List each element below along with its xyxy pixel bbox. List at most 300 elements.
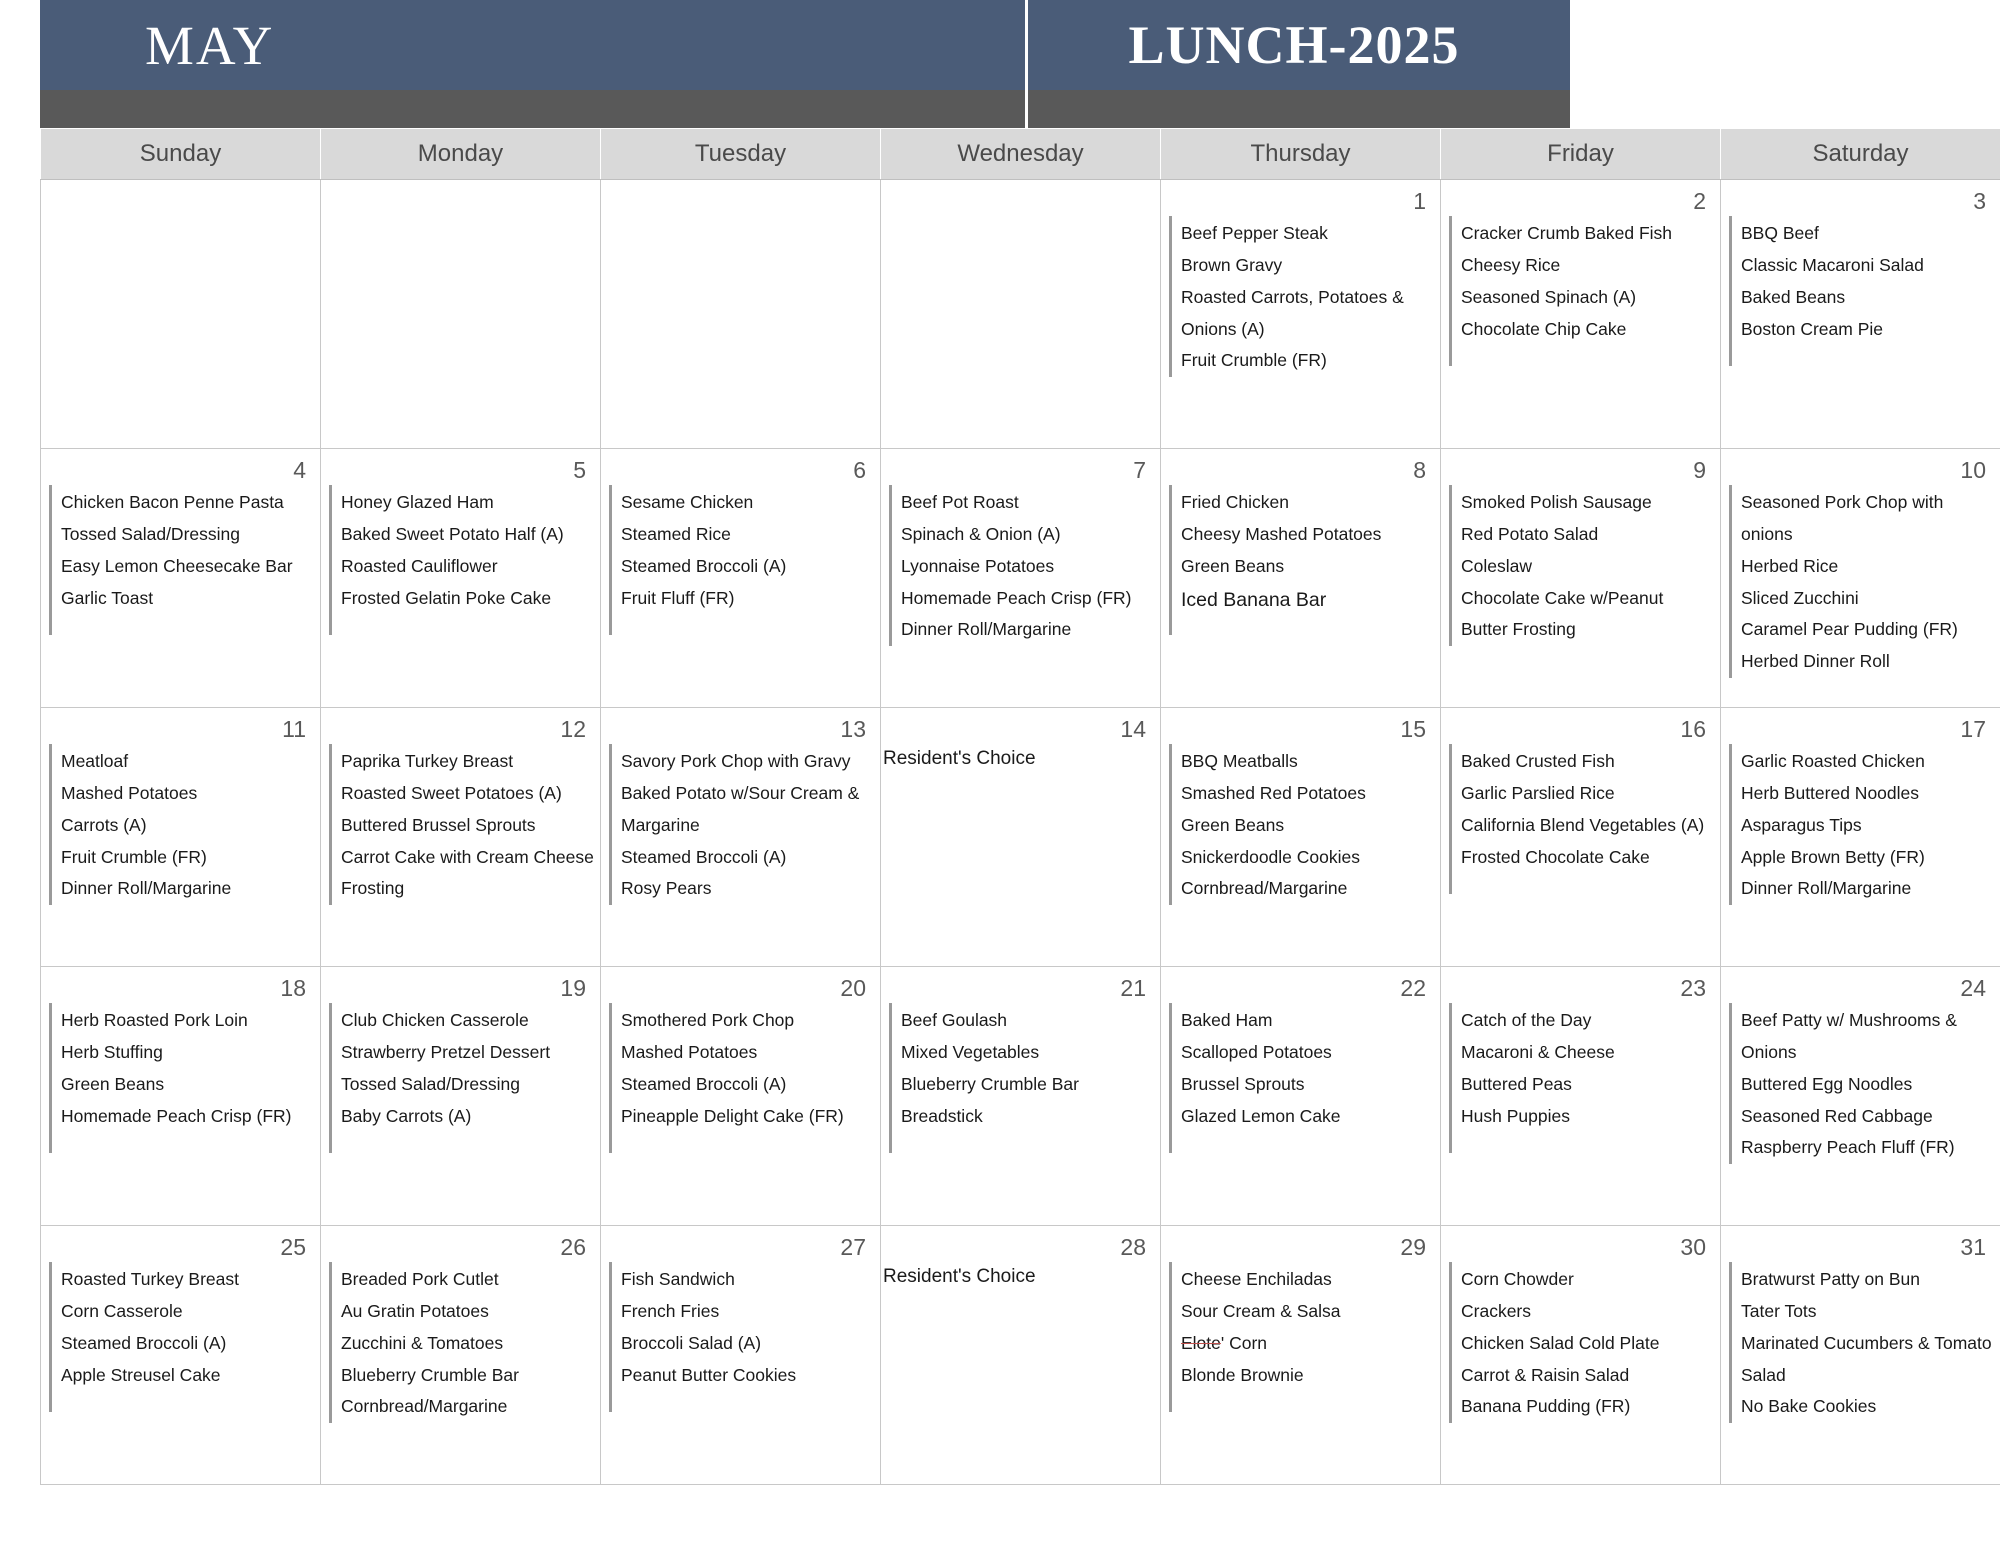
menu-item: Garlic Roasted Chicken <box>1741 751 1925 771</box>
menu-accent-bar <box>1449 744 1452 894</box>
menu-accent-bar <box>609 744 612 905</box>
menu-accent-bar <box>1169 216 1172 377</box>
menu-accent-bar <box>1729 1003 1732 1164</box>
day-number: 31 <box>1960 1234 1986 1260</box>
menu-item-list <box>1461 1003 1714 1153</box>
menu-item: Buttered Peas <box>1461 1073 1572 1094</box>
header-month-area <box>40 0 1028 90</box>
menu-item: Herbed Dinner Roll <box>1741 651 1890 672</box>
menu-item: Fried Chicken <box>1181 492 1289 512</box>
day-number: 13 <box>840 716 866 742</box>
page-title-month: MAY <box>145 14 275 76</box>
menu-item: Sour Cream & Salsa <box>1181 1300 1341 1321</box>
calendar-day-cell <box>41 708 321 967</box>
menu-item: Frosted Gelatin Poke Cake <box>341 587 552 608</box>
menu-item: Carrots (A) <box>61 814 147 835</box>
menu-item: Strawberry Pretzel Dessert <box>341 1041 551 1062</box>
menu-item-list <box>1741 216 1994 366</box>
menu-item: BBQ Meatballs <box>1181 751 1298 771</box>
day-number: 24 <box>1960 975 1986 1001</box>
menu-accent-bar <box>329 1262 332 1423</box>
menu-accent-bar <box>329 1003 332 1153</box>
menu-item-list <box>1461 1262 1714 1423</box>
menu-accent-bar <box>1729 485 1732 678</box>
calendar-day-cell <box>321 708 601 967</box>
menu-item: Smashed Red Potatoes <box>1181 782 1366 803</box>
menu-item: Catch of the Day <box>1461 1010 1592 1030</box>
calendar-day-cell <box>41 1226 321 1485</box>
menu-item: Beef Patty w/ Mushrooms & Onions <box>1741 1010 1957 1062</box>
menu-item: Tossed Salad/Dressing <box>61 523 240 544</box>
menu-item-list <box>61 1262 314 1412</box>
day-number: 6 <box>853 457 866 483</box>
menu-item: Beef Goulash <box>901 1010 1008 1030</box>
menu-item-list <box>341 744 594 905</box>
menu-accent-bar <box>609 485 612 635</box>
menu-item-list <box>1741 1003 1994 1164</box>
menu-item-list <box>341 1003 594 1153</box>
menu-item: Club Chicken Casserole <box>341 1010 529 1030</box>
day-menu-body <box>1721 744 2000 905</box>
menu-item: Macaroni & Cheese <box>1461 1041 1615 1062</box>
menu-item: Elote' Corn <box>1181 1332 1268 1353</box>
menu-item: Green Beans <box>1181 555 1285 576</box>
menu-item: Sesame Chicken <box>621 492 754 512</box>
day-number: 30 <box>1680 1234 1706 1260</box>
menu-item: Blonde Brownie <box>1181 1364 1304 1385</box>
menu-item: Carrot Cake with Cream Cheese Frosting <box>341 846 594 899</box>
day-number: 16 <box>1680 716 1706 742</box>
menu-item: Herbed Rice <box>1741 555 1839 576</box>
menu-item-list <box>901 1003 1154 1153</box>
menu-item: Fruit Fluff (FR) <box>621 587 735 608</box>
menu-item: Pineapple Delight Cake (FR) <box>621 1105 844 1126</box>
day-number: 5 <box>573 457 586 483</box>
menu-item: Herb Buttered Noodles <box>1741 782 1920 803</box>
calendar-day-cell <box>881 1226 1161 1485</box>
calendar-day-cell <box>1161 708 1441 967</box>
day-menu-body <box>1441 216 1720 366</box>
menu-item-list <box>621 744 874 905</box>
menu-accent-bar <box>1169 1262 1172 1412</box>
day-menu-body <box>601 485 880 635</box>
calendar-day-cell <box>1161 1226 1441 1485</box>
menu-item: Fruit Crumble (FR) <box>1181 350 1327 371</box>
menu-item: Apple Streusel Cake <box>61 1364 221 1385</box>
day-note: Resident's Choice <box>883 1266 1036 1287</box>
menu-item: BBQ Beef <box>1741 223 1819 243</box>
day-number <box>881 180 1160 216</box>
menu-item-list <box>61 1003 314 1153</box>
calendar-day-cell <box>1441 1226 1721 1485</box>
day-number: 22 <box>1400 975 1426 1001</box>
menu-item: Dinner Roll/Margarine <box>61 878 232 899</box>
day-number: 4 <box>293 457 306 483</box>
menu-item: Mashed Potatoes <box>621 1041 758 1062</box>
day-menu-body <box>41 744 320 905</box>
weekday-header-sunday: Sunday <box>41 129 321 180</box>
menu-item: Baked Crusted Fish <box>1461 751 1615 771</box>
menu-item: Red Potato Salad <box>1461 523 1599 544</box>
menu-item: Boston Cream Pie <box>1741 318 1884 339</box>
menu-item: Raspberry Peach Fluff (FR) <box>1741 1137 1955 1158</box>
menu-item: Marinated Cucumbers & Tomato Salad <box>1741 1332 1992 1385</box>
menu-item: Honey Glazed Ham <box>341 492 494 512</box>
menu-accent-bar <box>49 744 52 905</box>
menu-item: Brussel Sprouts <box>1181 1073 1305 1094</box>
menu-accent-bar <box>889 485 892 646</box>
day-menu-body <box>601 1003 880 1153</box>
menu-accent-bar <box>1729 216 1732 366</box>
day-menu-body <box>1441 485 1720 646</box>
menu-item-list <box>1181 1003 1434 1153</box>
menu-item: Coleslaw <box>1461 555 1532 576</box>
menu-item: Beef Pot Roast <box>901 492 1019 512</box>
day-menu-body <box>881 1003 1160 1153</box>
menu-item: Frosted Chocolate Cake <box>1461 846 1650 867</box>
menu-item: Hush Puppies <box>1461 1105 1570 1126</box>
menu-item: Breaded Pork Cutlet <box>341 1269 499 1289</box>
menu-item: Steamed Broccoli (A) <box>621 846 787 867</box>
day-number: 9 <box>1693 457 1706 483</box>
calendar-empty-cell <box>321 180 601 449</box>
menu-item: Classic Macaroni Salad <box>1741 254 1924 275</box>
day-menu-body <box>1721 1003 2000 1164</box>
day-number <box>41 180 320 216</box>
menu-accent-bar <box>1169 1003 1172 1153</box>
menu-item: Crackers <box>1461 1300 1532 1321</box>
day-menu-body <box>1721 216 2000 366</box>
calendar-day-cell <box>321 1226 601 1485</box>
day-number: 20 <box>840 975 866 1001</box>
menu-calendar-table <box>40 128 2000 1485</box>
menu-item: Baked Sweet Potato Half (A) <box>341 523 564 544</box>
menu-accent-bar <box>329 485 332 635</box>
calendar-day-cell <box>881 967 1161 1226</box>
menu-item: Steamed Broccoli (A) <box>61 1332 227 1353</box>
menu-item: Chicken Salad Cold Plate <box>1461 1332 1660 1353</box>
menu-item: Chicken Bacon Penne Pasta <box>61 492 284 512</box>
day-menu-body <box>321 1262 600 1423</box>
day-menu-body <box>321 485 600 635</box>
day-menu-body <box>881 485 1160 646</box>
menu-item-list <box>621 485 874 635</box>
menu-accent-bar <box>889 1003 892 1153</box>
header-meal-area <box>1028 0 1570 90</box>
calendar-day-cell <box>1721 1226 2000 1485</box>
menu-item-list <box>1741 744 1994 905</box>
menu-item: Green Beans <box>1181 814 1285 835</box>
menu-item: Mixed Vegetables <box>901 1041 1040 1062</box>
menu-accent-bar <box>1169 485 1172 635</box>
menu-item-list <box>1741 1262 1994 1423</box>
menu-item: Zucchini & Tomatoes <box>341 1332 504 1353</box>
menu-item: Banana Pudding (FR) <box>1461 1396 1631 1417</box>
menu-item: Garlic Parslied Rice <box>1461 782 1615 803</box>
accent-band-left <box>40 90 1028 128</box>
menu-item: Dinner Roll/Margarine <box>901 619 1072 640</box>
weekday-header-saturday: Saturday <box>1721 129 2000 180</box>
calendar-week-row <box>41 967 2000 1226</box>
menu-accent-bar <box>49 485 52 635</box>
menu-item-list <box>341 1262 594 1423</box>
menu-item: Chocolate Chip Cake <box>1461 318 1627 339</box>
menu-item: Bratwurst Patty on Bun <box>1741 1269 1920 1289</box>
menu-item: Paprika Turkey Breast <box>341 751 514 771</box>
menu-item: Snickerdoodle Cookies <box>1181 846 1360 867</box>
day-number: 7 <box>1133 457 1146 483</box>
menu-item: Au Gratin Potatoes <box>341 1300 489 1321</box>
menu-item: Baked Potato w/Sour Cream & Margarine <box>621 782 860 835</box>
calendar-day-cell <box>1721 449 2000 708</box>
menu-item-list <box>1461 216 1714 366</box>
calendar-week-row <box>41 180 2000 449</box>
day-number <box>601 180 880 216</box>
menu-item-list <box>341 485 594 635</box>
menu-item: Roasted Carrots, Potatoes & Onions (A) <box>1181 286 1404 339</box>
calendar-day-cell <box>881 708 1161 967</box>
menu-item: Meatloaf <box>61 751 129 771</box>
calendar-day-cell <box>1441 708 1721 967</box>
menu-item: Buttered Brussel Sprouts <box>341 814 536 835</box>
menu-item: Corn Casserole <box>61 1300 183 1321</box>
menu-item: Caramel Pear Pudding (FR) <box>1741 619 1958 640</box>
day-number: 25 <box>280 1234 306 1260</box>
menu-item: Corn Chowder <box>1461 1269 1574 1289</box>
menu-item: Herb Roasted Pork Loin <box>61 1010 248 1030</box>
menu-item: Homemade Peach Crisp (FR) <box>901 587 1132 608</box>
menu-item: Fruit Crumble (FR) <box>61 846 207 867</box>
day-number: 28 <box>1120 1234 1146 1260</box>
weekday-header-row <box>41 129 2000 180</box>
menu-item-list <box>1181 485 1434 635</box>
calendar-day-cell <box>1721 180 2000 449</box>
menu-accent-bar <box>49 1003 52 1153</box>
page-title-meal-year: LUNCH-2025 <box>1128 15 1460 75</box>
menu-item-list <box>1181 744 1434 905</box>
day-menu-body <box>601 1262 880 1412</box>
calendar-day-cell <box>1721 708 2000 967</box>
day-number: 21 <box>1120 975 1146 1001</box>
menu-item: Baked Beans <box>1741 286 1846 307</box>
menu-item: Savory Pork Chop with Gravy <box>621 751 851 771</box>
calendar-empty-cell <box>41 180 321 449</box>
day-number: 29 <box>1400 1234 1426 1260</box>
calendar-day-cell <box>1721 967 2000 1226</box>
menu-item: No Bake Cookies <box>1741 1396 1877 1417</box>
menu-item: Beef Pepper Steak <box>1181 223 1328 243</box>
day-number <box>321 180 600 216</box>
menu-item-list <box>61 485 314 635</box>
day-menu-body <box>41 1003 320 1153</box>
day-number: 26 <box>560 1234 586 1260</box>
day-menu-body <box>601 744 880 905</box>
menu-item: Smoked Polish Sausage <box>1461 492 1652 512</box>
day-number: 1 <box>1413 188 1426 214</box>
day-number: 27 <box>840 1234 866 1260</box>
menu-item: Fish Sandwich <box>621 1269 735 1289</box>
menu-item: Smothered Pork Chop <box>621 1010 795 1030</box>
day-number: 2 <box>1693 188 1706 214</box>
day-menu-body <box>1161 1262 1440 1412</box>
day-number: 18 <box>280 975 306 1001</box>
day-menu-body <box>1161 216 1440 377</box>
menu-item: Asparagus Tips <box>1741 814 1862 835</box>
menu-item: Homemade Peach Crisp (FR) <box>61 1105 292 1126</box>
menu-item-list <box>1461 485 1714 646</box>
menu-item: California Blend Vegetables (A) <box>1461 814 1705 835</box>
menu-item: Carrot & Raisin Salad <box>1461 1364 1630 1385</box>
calendar-body <box>41 180 2000 1485</box>
day-menu-body <box>1161 485 1440 635</box>
menu-accent-bar <box>329 744 332 905</box>
menu-accent-bar <box>1449 1262 1452 1423</box>
menu-item-list <box>1181 216 1434 377</box>
day-menu-body <box>1161 1003 1440 1153</box>
calendar-day-cell <box>601 967 881 1226</box>
calendar-day-cell <box>1161 967 1441 1226</box>
menu-item: Herb Stuffing <box>61 1041 163 1062</box>
accent-band-right <box>1028 90 1570 128</box>
day-menu-body <box>321 744 600 905</box>
day-number: 10 <box>1960 457 1986 483</box>
menu-item: Chocolate Cake w/Peanut Butter Frosting <box>1461 587 1664 640</box>
menu-item-list <box>1181 1262 1434 1412</box>
menu-item: Steamed Broccoli (A) <box>621 1073 787 1094</box>
menu-item: Seasoned Pork Chop with onions <box>1741 492 1944 544</box>
calendar-empty-cell <box>601 180 881 449</box>
day-number: 17 <box>1960 716 1986 742</box>
menu-item-list <box>901 485 1154 646</box>
calendar-day-cell <box>1161 180 1441 449</box>
menu-item-list <box>61 744 314 905</box>
menu-item: Scalloped Potatoes <box>1181 1041 1332 1062</box>
weekday-header-monday: Monday <box>321 129 601 180</box>
menu-item: Rosy Pears <box>621 878 712 899</box>
calendar-day-cell <box>1441 967 1721 1226</box>
menu-item: Peanut Butter Cookies <box>621 1364 797 1385</box>
menu-accent-bar <box>609 1262 612 1412</box>
menu-item: Tater Tots <box>1741 1300 1817 1321</box>
menu-item: Green Beans <box>61 1073 165 1094</box>
menu-item-list <box>1461 744 1714 894</box>
menu-item: Iced Banana Bar <box>1181 588 1327 611</box>
menu-item: Cheesy Mashed Potatoes <box>1181 523 1382 544</box>
calendar-day-cell <box>601 708 881 967</box>
menu-item: Broccoli Salad (A) <box>621 1332 762 1353</box>
calendar-day-cell <box>41 449 321 708</box>
day-number: 14 <box>1120 716 1146 742</box>
menu-item: Brown Gravy <box>1181 254 1283 275</box>
menu-item: Cracker Crumb Baked Fish <box>1461 223 1673 243</box>
menu-item: Cheese Enchiladas <box>1181 1269 1332 1289</box>
menu-accent-bar <box>1729 744 1732 905</box>
menu-item: Easy Lemon Cheesecake Bar <box>61 555 293 576</box>
calendar-day-cell <box>1441 449 1721 708</box>
menu-accent-bar <box>1449 485 1452 646</box>
menu-item: Blueberry Crumble Bar <box>341 1364 519 1385</box>
menu-item: Sliced Zucchini <box>1741 587 1859 608</box>
header-accent-band <box>40 90 1570 128</box>
menu-item: Roasted Sweet Potatoes (A) <box>341 782 562 803</box>
day-number: 15 <box>1400 716 1426 742</box>
day-menu-body <box>1441 744 1720 894</box>
calendar-day-cell <box>41 967 321 1226</box>
menu-item: Roasted Turkey Breast <box>61 1269 239 1289</box>
menu-item: Baby Carrots (A) <box>341 1105 472 1126</box>
calendar-header-band <box>40 0 1570 90</box>
menu-item: French Fries <box>621 1300 720 1321</box>
weekday-header-wednesday: Wednesday <box>881 129 1161 180</box>
menu-item: Steamed Rice <box>621 523 731 544</box>
day-number: 11 <box>282 716 306 742</box>
menu-item: Blueberry Crumble Bar <box>901 1073 1079 1094</box>
menu-item: Baked Ham <box>1181 1010 1273 1030</box>
menu-item: Apple Brown Betty (FR) <box>1741 846 1925 867</box>
menu-accent-bar <box>1449 216 1452 366</box>
calendar-day-cell <box>1161 449 1441 708</box>
menu-item-list <box>1741 485 1994 678</box>
menu-item: Roasted Cauliflower <box>341 555 498 576</box>
menu-accent-bar <box>1449 1003 1452 1153</box>
menu-item: Seasoned Red Cabbage <box>1741 1105 1933 1126</box>
weekday-header-thursday: Thursday <box>1161 129 1441 180</box>
menu-item: Dinner Roll/Margarine <box>1741 878 1912 899</box>
menu-item: Tossed Salad/Dressing <box>341 1073 520 1094</box>
day-number: 12 <box>560 716 586 742</box>
day-menu-body <box>1161 744 1440 905</box>
calendar-empty-cell <box>881 180 1161 449</box>
menu-accent-bar <box>1169 744 1172 905</box>
menu-item: Garlic Toast <box>61 587 154 608</box>
calendar-day-cell <box>881 449 1161 708</box>
day-menu-body <box>321 1003 600 1153</box>
menu-item: Seasoned Spinach (A) <box>1461 286 1637 307</box>
menu-item-list <box>621 1262 874 1412</box>
menu-accent-bar <box>1729 1262 1732 1423</box>
calendar-day-cell <box>321 449 601 708</box>
menu-item: Glazed Lemon Cake <box>1181 1105 1341 1126</box>
menu-item-list <box>621 1003 874 1153</box>
day-number: 8 <box>1413 457 1426 483</box>
day-number: 19 <box>560 975 586 1001</box>
calendar-day-cell <box>601 449 881 708</box>
calendar-day-cell <box>1441 180 1721 449</box>
calendar-week-row <box>41 708 2000 967</box>
calendar-week-row <box>41 1226 2000 1485</box>
menu-item: Cornbread/Margarine <box>1181 878 1348 899</box>
menu-item: Cheesy Rice <box>1461 254 1561 275</box>
menu-accent-bar <box>609 1003 612 1153</box>
struck-text: Elote <box>1181 1332 1221 1353</box>
weekday-header-tuesday: Tuesday <box>601 129 881 180</box>
day-number: 3 <box>1973 188 1986 214</box>
day-number: 23 <box>1680 975 1706 1001</box>
calendar-day-cell <box>601 1226 881 1485</box>
day-menu-body <box>1721 485 2000 678</box>
menu-item: Mashed Potatoes <box>61 782 198 803</box>
menu-item: Steamed Broccoli (A) <box>621 555 787 576</box>
calendar-week-row <box>41 449 2000 708</box>
menu-item: Breadstick <box>901 1105 983 1126</box>
calendar-day-cell <box>321 967 601 1226</box>
menu-item: Buttered Egg Noodles <box>1741 1073 1913 1094</box>
day-menu-body <box>1441 1003 1720 1153</box>
day-note: Resident's Choice <box>883 748 1036 769</box>
day-menu-body <box>1441 1262 1720 1423</box>
menu-item: Cornbread/Margarine <box>341 1396 508 1417</box>
menu-accent-bar <box>49 1262 52 1412</box>
